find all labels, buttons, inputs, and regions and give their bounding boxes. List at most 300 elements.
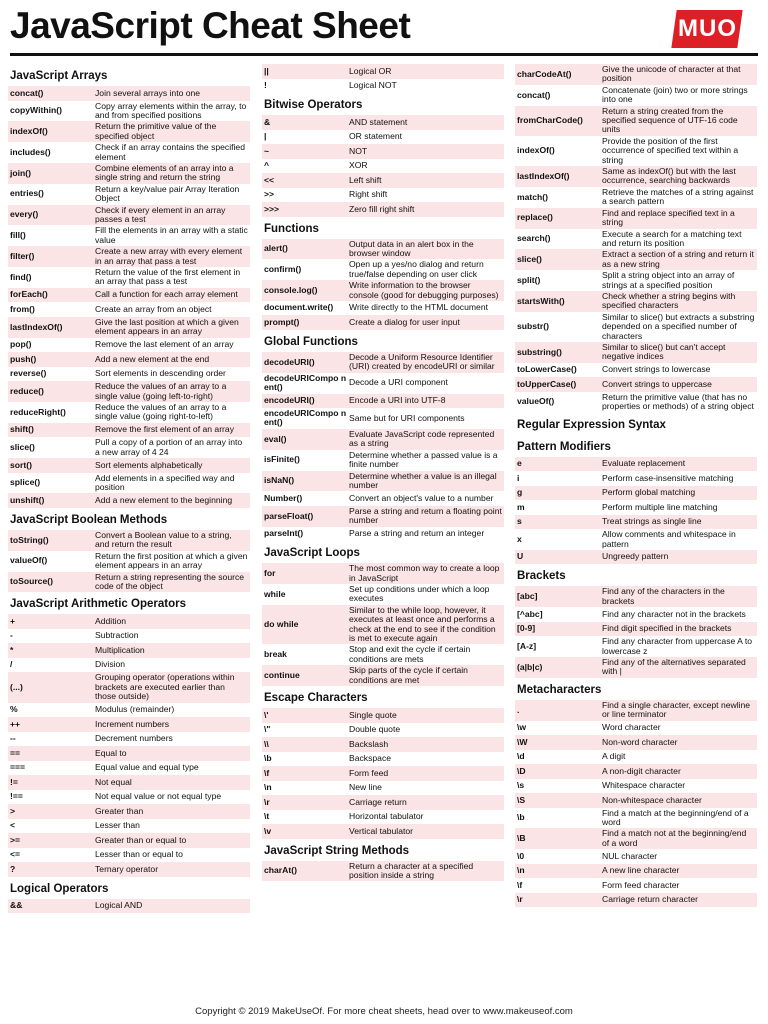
table-row <box>8 246 250 267</box>
table-row <box>262 752 504 767</box>
table-row <box>262 352 504 373</box>
row-description: Whitespace character <box>602 781 686 791</box>
row-description: Write information to the browser console (good for debugging purposes) <box>349 281 499 300</box>
row-description: Evaluate replacement <box>602 459 686 469</box>
table-row <box>8 862 250 877</box>
logo-text: MUO <box>677 15 737 42</box>
row-keyword: valueOf() <box>10 555 48 566</box>
row-keyword: valueOf() <box>517 396 555 407</box>
row-keyword: <= <box>10 849 21 860</box>
row-description: Open up a yes/no dialog and return true/false depending on user click <box>349 260 484 279</box>
section-title: Global Functions <box>264 335 358 348</box>
row-description: Find a single character, except newline or line terminator <box>602 700 751 720</box>
row-keyword: splice() <box>10 477 41 488</box>
row-description: New line <box>349 783 382 793</box>
row-description: Find digit specified in the brackets <box>602 624 732 634</box>
row-keyword: concat() <box>10 87 44 98</box>
section-title: JavaScript Arrays <box>10 70 108 82</box>
table-row <box>8 381 250 402</box>
row-description: The most common way to create a loop in JavaScript <box>349 564 500 583</box>
row-keyword: eval() <box>264 433 287 444</box>
row-description: Subtraction <box>95 631 139 641</box>
row-keyword: encodeURI() <box>264 395 315 406</box>
row-description: A digit <box>602 752 626 762</box>
row-description: Non-word character <box>602 737 678 747</box>
row-description: Convert strings to uppercase <box>602 379 712 389</box>
row-description: Check if every element in an array passes a test <box>95 205 226 224</box>
table-row <box>515 793 757 808</box>
row-description: Not equal value or not equal type <box>95 792 222 802</box>
row-keyword: shift() <box>10 424 34 435</box>
row-description: Give the last position at which a given element appears in an array <box>95 317 239 337</box>
row-description: Perform case-insensitive matching <box>602 473 734 483</box>
row-keyword: \\ <box>264 738 269 749</box>
table-row <box>515 377 757 392</box>
row-description: Horizontal tabulator <box>349 812 424 822</box>
row-description: Equal to <box>95 748 127 758</box>
row-description: Return a character at a specified position inside a string <box>349 861 474 880</box>
row-description: Determine whether a passed value is a finite number <box>349 450 498 470</box>
row-description: Form feed <box>349 768 389 778</box>
row-description: Convert an object's value to a number <box>349 493 494 503</box>
row-keyword: || <box>264 65 269 76</box>
row-keyword: [abc] <box>517 591 538 602</box>
row-description: XOR <box>349 161 368 171</box>
row-keyword: \n <box>517 865 525 876</box>
row-description: Left shift <box>349 175 382 185</box>
row-description: Find and replace specified text in a string <box>602 208 735 228</box>
table-row <box>8 458 250 473</box>
row-keyword: lastIndexOf() <box>517 170 570 181</box>
table-row <box>8 184 250 205</box>
row-keyword: === <box>10 762 26 773</box>
row-keyword: \v <box>264 825 272 836</box>
row-keyword: encodeURICompo nent() <box>264 408 347 428</box>
row-keyword: filter() <box>10 250 35 261</box>
row-description: Give the unicode of character at that position <box>602 65 741 84</box>
table-row <box>262 239 504 260</box>
row-keyword: split() <box>517 274 541 285</box>
table-row <box>515 64 757 85</box>
table-row <box>262 259 504 280</box>
row-keyword: != <box>10 776 18 787</box>
row-description: Decode a URI component <box>349 378 448 388</box>
row-keyword: x <box>517 533 522 544</box>
table-row <box>262 861 504 882</box>
table-row <box>8 672 250 702</box>
table-row <box>262 429 504 450</box>
table-row <box>262 781 504 796</box>
row-keyword: decodeURI() <box>264 356 315 367</box>
table-row <box>8 833 250 848</box>
row-keyword: startsWith() <box>517 295 565 306</box>
row-keyword: push() <box>10 353 37 364</box>
row-description: Add a new element at the end <box>95 354 210 364</box>
row-keyword: copyWithin() <box>10 105 62 116</box>
row-keyword: << <box>264 174 275 185</box>
table-row <box>515 878 757 893</box>
table-row <box>262 810 504 825</box>
table-row <box>8 746 250 761</box>
row-keyword: substr() <box>517 321 549 332</box>
table-row <box>8 423 250 438</box>
row-description: Non-whitespace character <box>602 795 702 805</box>
row-keyword: reduce() <box>10 385 44 396</box>
row-description: Check whether a string begins with specified characters <box>602 291 736 311</box>
muo-logo <box>671 10 742 48</box>
row-description: Determine whether a value is an illegal number <box>349 471 497 490</box>
table-row <box>262 159 504 174</box>
section-title: Metacharacters <box>517 683 602 696</box>
table-row <box>262 563 504 584</box>
table-row <box>515 735 757 750</box>
row-description: Same but for URI components <box>349 413 465 423</box>
table-row <box>262 737 504 752</box>
row-keyword: | <box>264 131 267 142</box>
table-row <box>262 471 504 492</box>
row-description: Lesser than or equal to <box>95 850 183 860</box>
row-keyword: replace() <box>517 212 553 223</box>
table-row <box>8 775 250 790</box>
row-description: Concatenate (join) two or more strings into one <box>602 85 748 105</box>
row-description: Modulus (remainder) <box>95 705 175 715</box>
table-row <box>262 173 504 188</box>
row-keyword: s <box>517 516 522 527</box>
table-row <box>8 493 250 508</box>
table-row <box>515 312 757 342</box>
row-keyword: ! <box>264 80 267 91</box>
table-row <box>8 367 250 382</box>
row-keyword: !== <box>10 791 23 802</box>
table-row <box>8 643 250 658</box>
table-row <box>8 717 250 732</box>
table-row <box>515 136 757 166</box>
table-row <box>262 394 504 409</box>
row-description: Similar to slice() but can't accept negative indices <box>602 342 726 362</box>
row-keyword: lastIndexOf() <box>10 321 63 332</box>
table-row <box>262 584 504 605</box>
row-keyword: pop() <box>10 339 32 350</box>
table-row <box>262 115 504 130</box>
row-description: Backslash <box>349 739 389 749</box>
row-keyword: break <box>264 649 287 660</box>
row-keyword: match() <box>517 191 549 202</box>
table-row <box>8 848 250 863</box>
table-row <box>515 849 757 864</box>
row-description: Find a match at the beginning/end of a word <box>602 808 749 828</box>
row-description: Carriage return character <box>602 895 699 905</box>
row-keyword: parseFloat() <box>264 510 314 521</box>
row-description: Find any character from uppercase A to lowercase z <box>602 637 752 656</box>
table-row <box>515 764 757 779</box>
row-description: Join several arrays into one <box>95 88 201 98</box>
section-title: JavaScript Loops <box>264 547 360 560</box>
section-title: Regular Expression Syntax <box>517 418 666 431</box>
row-keyword: confirm() <box>264 264 302 275</box>
table-row <box>8 761 250 776</box>
row-keyword: \0 <box>517 850 525 861</box>
row-description: Create an array from an object <box>95 304 212 314</box>
row-keyword: \s <box>517 780 525 791</box>
row-description: Logical NOT <box>349 81 397 91</box>
table-row <box>8 317 250 338</box>
table-row <box>515 85 757 106</box>
row-description: Skip parts of the cycle if certain conditions are met <box>349 666 468 685</box>
table-row <box>262 527 504 542</box>
row-keyword: find() <box>10 271 32 282</box>
row-description: A new line character <box>602 866 680 876</box>
row-keyword: U <box>517 551 524 562</box>
row-keyword: ^ <box>264 160 270 171</box>
row-description: Ungreedy pattern <box>602 552 669 562</box>
row-description: Decode a Uniform Resource Identifier (URI) created by encodeURI or similar <box>349 352 495 372</box>
row-description: Convert strings to lowercase <box>602 365 711 375</box>
row-keyword: isNaN() <box>264 475 295 486</box>
row-description: Check if an array contains the specified element <box>95 143 245 162</box>
table-row <box>8 732 250 747</box>
table-row <box>515 363 757 378</box>
row-description: Division <box>95 660 126 670</box>
section-title: Logical Operators <box>10 882 109 895</box>
row-keyword: document.write() <box>264 302 334 313</box>
row-description: Allow comments and whitespace in pattern <box>602 530 736 549</box>
row-description: Reduce the values of an array to a single value (going left-to-right) <box>95 382 227 401</box>
row-description: NOT <box>349 146 368 156</box>
row-keyword: g <box>517 487 523 498</box>
row-keyword: == <box>10 747 21 758</box>
row-description: Create a dialog for user input <box>349 317 460 327</box>
row-description: Remove the last element of an array <box>95 340 234 350</box>
table-row <box>8 437 250 458</box>
row-description: Pull a copy of a portion of an array into a new array of 4 24 <box>95 438 243 457</box>
row-keyword: entries() <box>10 188 44 199</box>
row-description: Return a string created from the specified sequence of UTF-16 code units <box>602 106 738 135</box>
table-row <box>262 188 504 203</box>
row-description: Split a string object into an array of strings at a specified position <box>602 271 735 290</box>
table-row <box>262 506 504 527</box>
row-keyword: && <box>10 900 23 911</box>
row-description: AND statement <box>349 117 408 127</box>
row-keyword: / <box>10 659 13 670</box>
row-description: Set up conditions under which a loop executes <box>349 584 490 604</box>
table-row <box>8 101 250 122</box>
row-description: Convert a Boolean value to a string, and return the result <box>95 530 232 550</box>
page-title: JavaScript Cheat Sheet <box>10 5 411 46</box>
table-row <box>8 551 250 572</box>
table-row <box>8 402 250 423</box>
row-keyword: \B <box>517 833 526 844</box>
row-keyword: while <box>264 588 286 599</box>
row-description: Treat strings as single line <box>602 517 702 527</box>
row-keyword: \b <box>264 753 272 764</box>
table-row <box>262 408 504 429</box>
row-keyword: Number() <box>264 492 303 503</box>
row-description: Decrement numbers <box>95 734 173 744</box>
row-description: Parse a string and return a floating point number <box>349 506 502 526</box>
row-description: Remove the first element of an array <box>95 425 234 435</box>
row-keyword: \' <box>264 709 269 720</box>
table-row <box>262 64 504 79</box>
row-keyword: join() <box>10 167 31 178</box>
row-keyword: toLowerCase() <box>517 364 577 375</box>
row-description: Add elements in a specified way and position <box>95 473 235 492</box>
table-row <box>515 636 757 657</box>
table-row <box>262 301 504 316</box>
row-description: Addition <box>95 616 127 626</box>
row-description: Double quote <box>349 725 401 735</box>
row-keyword: charCodeAt() <box>517 68 572 79</box>
table-row <box>515 700 757 721</box>
row-keyword: >> <box>264 189 275 200</box>
table-row <box>515 550 757 565</box>
table-row <box>515 249 757 270</box>
table-row <box>8 302 250 317</box>
table-row <box>262 766 504 781</box>
row-keyword: for <box>264 567 276 578</box>
table-row <box>515 291 757 312</box>
table-row <box>515 808 757 829</box>
row-description: Not equal <box>95 777 132 787</box>
row-keyword: indexOf() <box>10 126 48 137</box>
row-keyword: from() <box>10 303 35 314</box>
row-description: Return the primitive value (that has no properties or methods) of a string object <box>602 392 754 412</box>
table-row <box>8 267 250 288</box>
row-description: Retrieve the matches of a string against a search pattern <box>602 187 754 207</box>
table-row <box>515 500 757 515</box>
row-description: Zero fill right shift <box>349 204 415 214</box>
section-title: Brackets <box>517 570 566 583</box>
row-keyword: toUpperCase() <box>517 378 577 389</box>
table-row <box>262 79 504 94</box>
table-row <box>262 723 504 738</box>
table-row <box>515 779 757 794</box>
table-row <box>515 229 757 250</box>
row-keyword: + <box>10 615 16 626</box>
row-description: Lesser than <box>95 821 140 831</box>
table-row <box>8 703 250 718</box>
row-keyword: fill() <box>10 230 26 241</box>
section-title: Bitwise Operators <box>264 99 363 111</box>
row-keyword: \D <box>517 765 526 776</box>
row-description: Reduce the values of an array to a single value (going right-to-left) <box>95 402 227 422</box>
table-row <box>515 586 757 607</box>
row-keyword: >= <box>10 834 21 845</box>
row-keyword: [0-9] <box>517 623 536 634</box>
title-divider <box>10 53 758 56</box>
row-keyword: ? <box>10 863 16 874</box>
table-row <box>515 657 757 678</box>
row-keyword: slice() <box>517 254 542 265</box>
row-keyword: isFinite() <box>264 454 300 465</box>
row-keyword: toSource() <box>10 576 53 587</box>
row-keyword: decodeURICompo nent() <box>264 372 347 393</box>
row-description: Fill the elements in an array with a static value <box>95 226 248 245</box>
row-keyword: prompt() <box>264 316 300 327</box>
column-2 <box>262 64 504 881</box>
row-description: Ternary operator <box>95 864 159 874</box>
row-description: Evaluate JavaScript code represented as a string <box>349 429 495 449</box>
row-description: Return a key/value pair Array Iteration Object <box>95 184 240 204</box>
row-description: Output data in an alert box in the browser window <box>349 239 474 258</box>
table-row <box>515 721 757 736</box>
row-keyword: \r <box>517 894 523 905</box>
table-row <box>8 352 250 367</box>
row-description: Logical OR <box>349 66 392 76</box>
row-keyword: ++ <box>10 718 21 729</box>
table-row <box>515 622 757 637</box>
table-row <box>262 795 504 810</box>
section-title: JavaScript Boolean Methods <box>10 513 168 526</box>
row-description: Form feed character <box>602 880 680 890</box>
row-description: OR statement <box>349 132 403 142</box>
row-keyword: includes() <box>10 146 51 157</box>
row-keyword: (a|b|c) <box>517 661 543 672</box>
table-row <box>262 491 504 506</box>
row-description: Similar to the while loop, however, it executes at least once and performs a check at the end to see if the condition is met to execute again <box>349 605 496 643</box>
section-title: Functions <box>264 222 319 235</box>
row-keyword: < <box>10 820 16 831</box>
table-row <box>515 270 757 291</box>
table-row <box>8 205 250 226</box>
row-keyword: substring() <box>517 346 562 357</box>
row-description: Add a new element to the beginning <box>95 495 233 505</box>
column-1 <box>8 64 250 913</box>
row-keyword: console.log() <box>264 284 318 295</box>
row-description: Greater than <box>95 806 144 816</box>
row-keyword: \S <box>517 794 526 805</box>
row-keyword: i <box>517 472 520 483</box>
row-description: Stop and exit the cycle if certain conditions are mets <box>349 645 471 664</box>
row-description: Find a match not at the beginning/end of a word <box>602 829 747 848</box>
table-row <box>515 529 757 550</box>
row-description: Extract a section of a string and return it as a new string <box>602 250 754 269</box>
table-row <box>262 665 504 686</box>
column-3 <box>515 64 757 907</box>
row-keyword: toString() <box>10 534 49 545</box>
row-keyword: [^abc] <box>517 608 543 619</box>
table-row <box>8 225 250 246</box>
table-row <box>515 486 757 501</box>
table-row <box>515 457 757 472</box>
row-description: Call a function for each array element <box>95 290 238 300</box>
row-description: Find any of the characters in the brackets <box>602 587 725 606</box>
row-description: Find any character not in the brackets <box>602 609 746 619</box>
row-description: Logical AND <box>95 901 143 911</box>
table-row <box>262 708 504 723</box>
table-row <box>8 530 250 551</box>
row-description: Vertical tabulator <box>349 826 414 836</box>
table-row <box>515 187 757 208</box>
row-keyword: - <box>10 630 13 641</box>
section-title: JavaScript String Methods <box>264 844 410 857</box>
table-row <box>262 644 504 665</box>
row-keyword: >>> <box>264 203 280 214</box>
table-row <box>8 804 250 819</box>
table-row <box>515 515 757 530</box>
row-description: Single quote <box>349 710 397 720</box>
row-description: Perform multiple line matching <box>602 502 718 512</box>
row-description: Find any of the alternatives separated with | <box>602 658 746 677</box>
table-row <box>8 899 250 914</box>
row-keyword: -- <box>10 733 16 744</box>
table-row <box>8 473 250 494</box>
table-row <box>8 819 250 834</box>
table-row <box>8 629 250 644</box>
table-row <box>515 106 757 136</box>
row-keyword: m <box>517 501 525 512</box>
row-description: Word character <box>602 723 661 733</box>
row-keyword: & <box>264 116 271 127</box>
